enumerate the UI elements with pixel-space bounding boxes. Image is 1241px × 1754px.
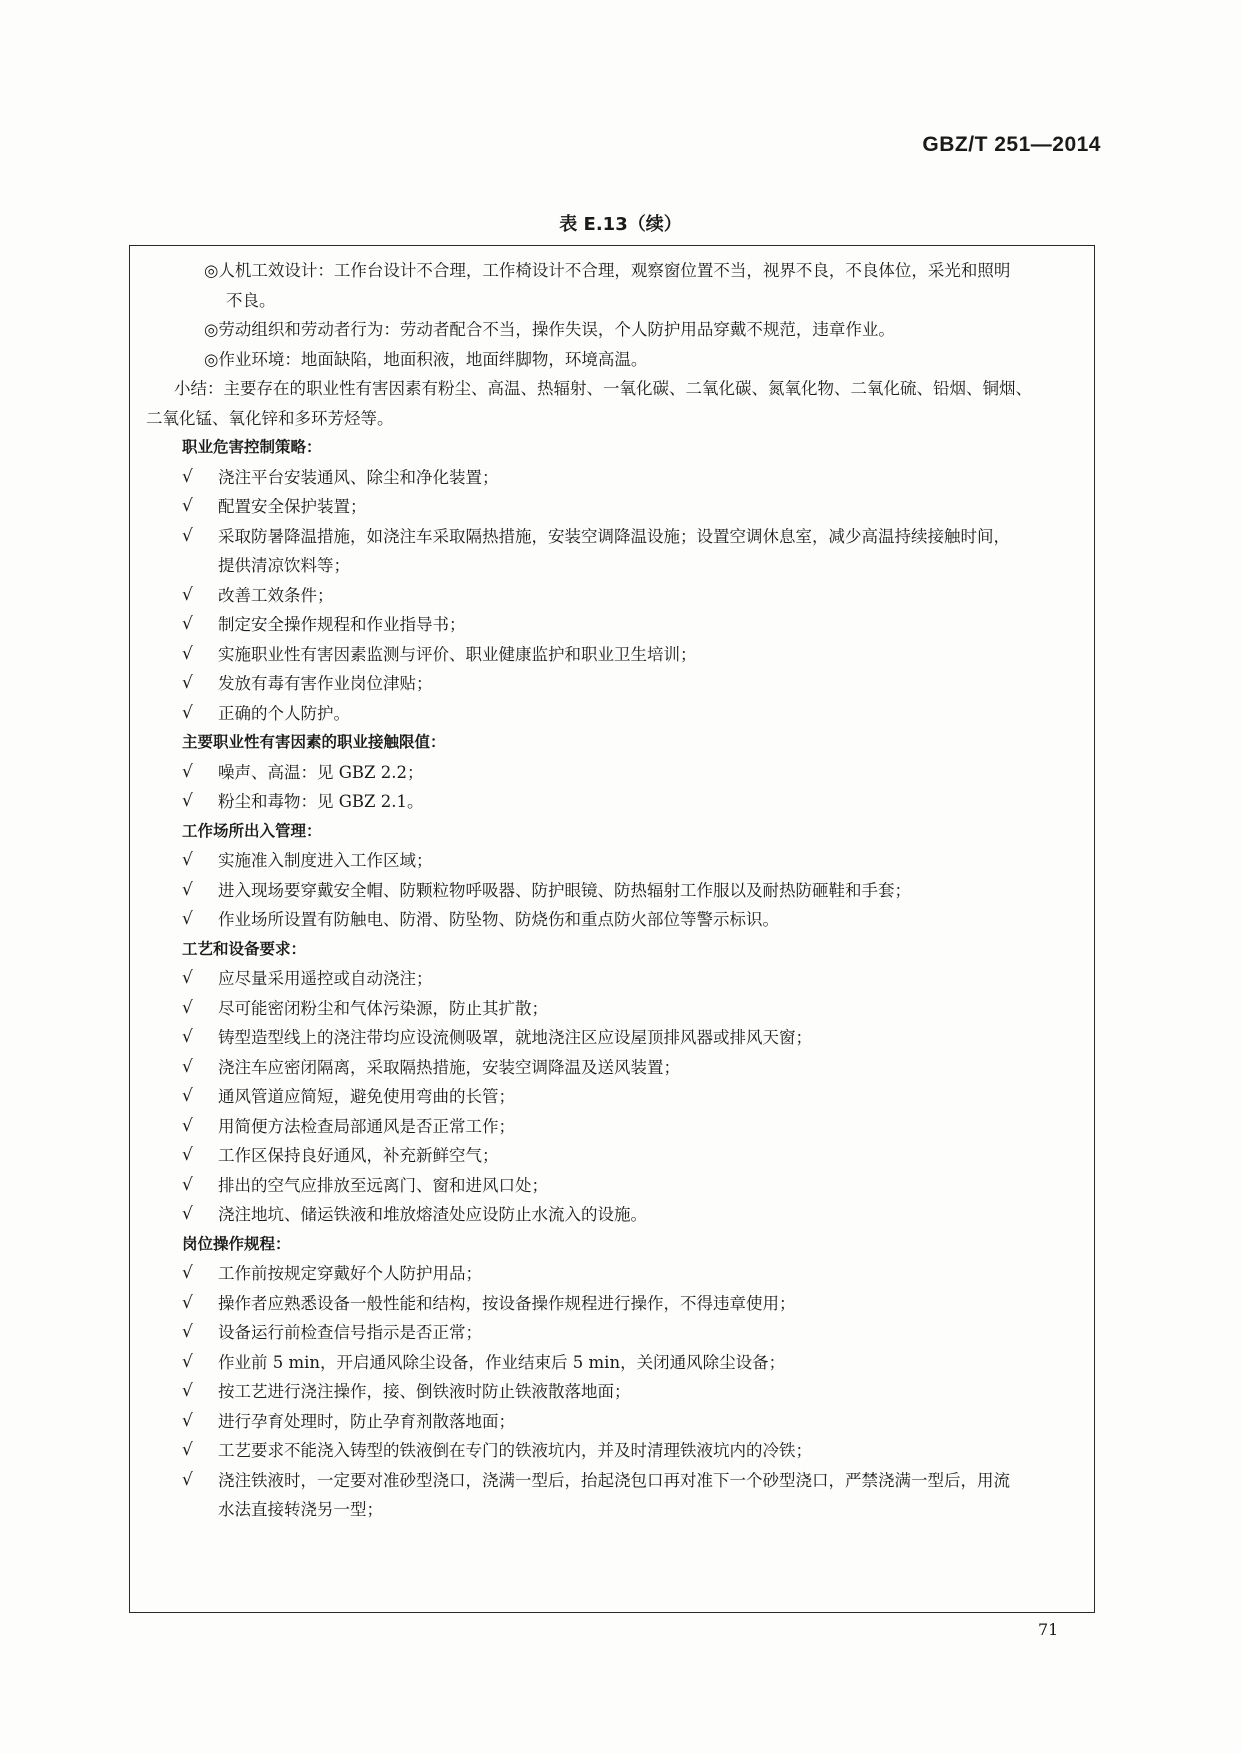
checklist-item-text: 作业场所设置有防触电、防滑、防坠物、防烧伤和重点防火部位等警示标识。: [218, 910, 779, 929]
summary-paragraph-continuation: 二氧化锰、氧化锌和多环芳烃等。: [146, 408, 394, 428]
checklist-item: [130, 1318, 1094, 1348]
check-mark-icon: √: [182, 997, 193, 1018]
check-mark-icon: √: [182, 614, 193, 634]
checklist-item: [130, 1171, 1094, 1201]
check-mark-icon: √: [182, 1263, 193, 1283]
check-mark-icon: √: [182, 1440, 193, 1460]
summary-paragraph: [130, 374, 1094, 433]
checklist-item-text: 正确的个人防护。: [218, 703, 350, 723]
checklist-item-text: 进行孕育处理时，防止孕育剂散落地面；: [218, 1411, 515, 1431]
checklist-item-text: 浇注地坑、储运铁液和堆放熔渣处应设防止水流入的设施。: [218, 1205, 647, 1224]
checklist-item-text: 设备运行前检查信号指示是否正常；: [218, 1323, 482, 1342]
check-mark-icon: √: [182, 791, 193, 811]
document-code: GBZ/T 251—2014: [922, 133, 1101, 156]
checklist-item: [130, 1023, 1094, 1053]
checklist-item-text: 进入现场要穿戴安全帽、防颗粒物呼吸器、防护眼镜、防热辐射工作服以及耐热防砸鞋和手套；: [218, 880, 911, 900]
checklist-item: [130, 876, 1094, 906]
check-mark-icon: √: [182, 1351, 193, 1372]
check-mark-icon: √: [182, 673, 193, 693]
checklist-item: [130, 1289, 1094, 1319]
checklist-item-text: 实施准入制度进入工作区域；: [218, 851, 433, 870]
checklist-item-continuation: 提供清凉饮料等；: [218, 556, 350, 575]
checklist-item-text: 浇注平台安装通风、除尘和净化装置；: [218, 467, 499, 487]
risk-item: [130, 256, 1094, 315]
check-mark-icon: √: [182, 643, 193, 664]
checklist-item: [130, 1259, 1094, 1289]
check-mark-icon: √: [182, 525, 193, 546]
checklist-item-text: 铸型造型线上的浇注带均应设流侧吸罩，就地浇注区应设屋顶排风器或排风天窗；: [218, 1028, 812, 1047]
checklist-item-text: 用简便方法检查局部通风是否正常工作；: [218, 1116, 515, 1136]
checklist-item-text: 噪声、高温：见 GBZ 2.2；: [218, 762, 424, 782]
check-mark-icon: √: [182, 850, 193, 870]
check-mark-icon: √: [182, 909, 193, 929]
section-heading: 工艺和设备要求：: [182, 939, 307, 958]
check-mark-icon: √: [182, 1027, 193, 1047]
check-mark-icon: √: [182, 1204, 193, 1224]
checklist-item-text: 发放有毒有害作业岗位津贴；: [218, 674, 433, 693]
checklist-item: [130, 522, 1094, 581]
checklist-item: [130, 1407, 1094, 1437]
check-mark-icon: √: [182, 1115, 193, 1136]
checklist-item-text: 应尽量采用遥控或自动浇注；: [218, 969, 433, 988]
checklist-item: [130, 905, 1094, 935]
check-mark-icon: √: [182, 1145, 193, 1165]
checklist-item-text: 尽可能密闭粉尘和气体污染源，防止其扩散；: [218, 998, 548, 1018]
checklist-item: [130, 699, 1094, 729]
checklist-item: [130, 581, 1094, 611]
table-title: 表 E.13（续）: [559, 214, 682, 235]
checklist-item-text: 排出的空气应排放至远离门、窗和进风口处；: [218, 1175, 548, 1195]
risk-item: [130, 315, 1094, 345]
risk-item: [130, 345, 1094, 375]
checklist-item-text: 工作前按规定穿戴好个人防护用品；: [218, 1264, 482, 1283]
check-mark-icon: √: [182, 879, 193, 900]
checklist-item: [130, 1053, 1094, 1083]
checklist-item: [130, 758, 1094, 788]
checklist-item: [130, 1348, 1094, 1378]
check-mark-icon: √: [182, 1381, 193, 1401]
table-frame: [129, 245, 1095, 1613]
checklist-item-text: 工艺要求不能浇入铸型的铁液倒在专门的铁液坑内，并及时清理铁液坑内的冷铁；: [218, 1441, 812, 1460]
checklist-item: [130, 994, 1094, 1024]
checklist-item-text: 制定安全操作规程和作业指导书；: [218, 615, 466, 634]
checklist-item-continuation: 水法直接转浇另一型；: [218, 1500, 383, 1519]
section-heading: 岗位操作规程：: [182, 1234, 291, 1253]
check-mark-icon: √: [182, 584, 193, 605]
check-mark-icon: √: [182, 1174, 193, 1195]
checklist-item-text: 配置安全保护装置；: [218, 497, 367, 516]
check-mark-icon: √: [182, 761, 193, 782]
check-mark-icon: √: [182, 1056, 193, 1077]
checklist-item-text: 作业前 5 min，开启通风除尘设备，作业结束后 5 min，关闭通风除尘设备；: [218, 1352, 786, 1372]
checklist-item-text: 工作区保持良好通风，补充新鲜空气；: [218, 1146, 499, 1165]
risk-item-continuation: 不良。: [226, 290, 276, 310]
checklist-item: [130, 964, 1094, 994]
checklist-item: [130, 640, 1094, 670]
checklist-item-text: 采取防暑降温措施，如浇注车采取隔热措施，安装空调降温设施；设置空调休息室，减少高温持续接触时间，: [218, 526, 1010, 546]
checklist-item: [130, 492, 1094, 522]
check-mark-icon: √: [182, 968, 193, 988]
checklist-item: [130, 1466, 1094, 1525]
checklist-item-text: 浇注车应密闭隔离，采取隔热措施，安装空调降温及送风装置；: [218, 1057, 680, 1077]
check-mark-icon: √: [182, 1292, 193, 1313]
checklist-item: [130, 846, 1094, 876]
risk-item-text: ◎劳动组织和劳动者行为：劳动者配合不当，操作失误，个人防护用品穿戴不规范，违章作业。: [204, 320, 895, 339]
checklist-item: [130, 1377, 1094, 1407]
checklist-item-text: 按工艺进行浇注操作，接、倒铁液时防止铁液散落地面；: [218, 1382, 631, 1401]
page-number: 71: [1038, 1620, 1059, 1639]
section-heading: 职业危害控制策略：: [182, 438, 322, 456]
summary-paragraph-text: 小结：主要存在的职业性有害因素有粉尘、高温、热辐射、一氧化碳、二氧化碳、氮氧化物、二氧化硫、铅烟、铜烟、: [174, 379, 1032, 398]
section-heading: 主要职业性有害因素的职业接触限值：: [182, 733, 446, 751]
checklist-item: [130, 787, 1094, 817]
checklist-item: [130, 463, 1094, 493]
risk-item-text: ◎作业环境：地面缺陷，地面积液，地面绊脚物，环境高温。: [204, 349, 648, 369]
check-mark-icon: √: [182, 1086, 193, 1106]
checklist-item: [130, 1082, 1094, 1112]
check-mark-icon: √: [182, 496, 193, 516]
checklist-item-text: 浇注铁液时，一定要对准砂型浇口，浇满一型后，抬起浇包口再对准下一个砂型浇口，严禁浇满一型后，用流: [218, 1470, 1010, 1490]
checklist-item: [130, 1200, 1094, 1230]
checklist-item: [130, 1436, 1094, 1466]
section-heading: 工作场所出入管理：: [182, 821, 322, 840]
check-mark-icon: √: [182, 1322, 193, 1342]
check-mark-icon: √: [182, 702, 193, 723]
check-mark-icon: √: [182, 466, 193, 487]
checklist-item: [130, 1141, 1094, 1171]
table-content: [130, 256, 1094, 1525]
check-mark-icon: √: [182, 1469, 193, 1490]
checklist-item-text: 改善工效条件；: [218, 585, 334, 605]
checklist-item: [130, 1112, 1094, 1142]
checklist-item-text: 操作者应熟悉设备一般性能和结构，按设备操作规程进行操作，不得违章使用；: [218, 1293, 796, 1313]
risk-item-text: ◎人机工效设计：工作台设计不合理，工作椅设计不合理，观察窗位置不当，视界不良，不良体位，采光和照明: [204, 261, 1011, 280]
checklist-item: [130, 610, 1094, 640]
checklist-item-text: 通风管道应简短，避免使用弯曲的长管；: [218, 1087, 515, 1106]
check-mark-icon: √: [182, 1410, 193, 1431]
checklist-item-text: 实施职业性有害因素监测与评价、职业健康监护和职业卫生培训；: [218, 644, 697, 664]
checklist-item-text: 粉尘和毒物：见 GBZ 2.1。: [218, 792, 424, 811]
checklist-item: [130, 669, 1094, 699]
